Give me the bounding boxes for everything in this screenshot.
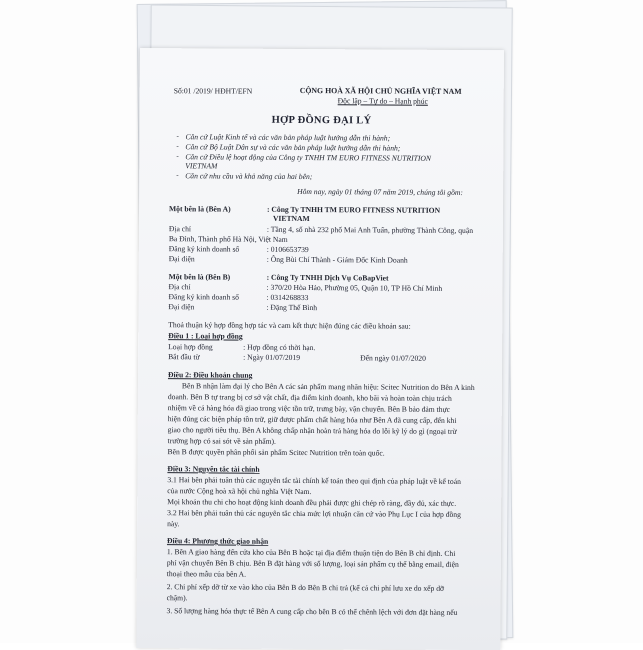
article-4-line: chậm). (166, 593, 188, 603)
contract-page (136, 48, 504, 650)
party-a-rep-label: Đại diện (168, 254, 195, 264)
party-b-rep-label: Đại diện (168, 302, 195, 312)
article-4-line: phí vận chuyển Bên B chịu. Bên B đặt hàng với số lượng, loại sản phẩm cụ thể bằng email, điện (166, 558, 459, 569)
party-a-address-label: Địa chỉ (168, 224, 192, 234)
bullet: - (176, 132, 179, 141)
article-4-line: 2. Chi phí xếp dỡ từ xe vào kho của Bên B do Bên B chi trả (kể cả chi phí lưu xe do xếp dỡ (166, 582, 445, 593)
article-4-line: 3. Số lượng hàng hóa thực tế Bên A cung cấp cho bên B có thể chênh lệch với đơn đặt hàng nếu (166, 606, 458, 617)
end-date: Đến ngày 01/07/2020 (360, 353, 426, 363)
article-4-title: Điều 4: Phương thức giao nhận (166, 536, 269, 546)
start-label: Bắt đầu từ (168, 352, 200, 362)
party-a-label: Một bên là (Bên A) (168, 204, 231, 214)
doc-number: Số:01 /2019/ HĐHT/EFN (173, 86, 253, 96)
article-3-line: của nước Cộng hoà xã hội chủ nghĩa Việt Nam. (167, 486, 312, 497)
party-b-name: : Công Ty TNHH Dịch Vụ CoBapViet (266, 272, 389, 283)
article-4-line: thoại theo mẫu của bên A. (166, 569, 247, 579)
article-3-line: 3.2 Hai bên phải tuân thủ các nguyên tắc chia mức lợi nhuận căn cứ vào Phụ Lục I của hợp đồng (167, 508, 461, 519)
party-b-address-label: Địa chỉ (168, 282, 191, 292)
article-2-line: nhiệm về cả hàng hóa đã giao trong việc tồn trữ, trưng bày, vận chuyển. Bên B bảo đảm thực (167, 403, 451, 414)
contract-title: HỢP ĐỒNG ĐẠI LÝ (271, 114, 372, 127)
article-2-line: trường hợp có sai sót về sản phẩm). (167, 436, 276, 446)
agreement-line: Thoả thuận ký hợp đồng hợp tác và cam kết thực hiện đúng các điều khoản sau: (168, 320, 411, 331)
legal-basis-1: Căn cứ Luật Kinh tế và các văn bản pháp luật hướng dẫn thi hành; (185, 132, 391, 143)
bullet: - (176, 142, 179, 151)
legal-basis-3: Căn cứ Điều lệ hoạt động của Công ty TNHH TM EURO FITNESS NUTRITION (185, 152, 432, 163)
article-2-title: Điều 2: Điều khoản chung (167, 370, 253, 380)
article-3-line: 3.1 Hai bên phải tuân thủ các nguyên tắc tài chính kế toán theo qui định của pháp luật về kế toán (167, 475, 461, 486)
article-3-title: Điều 3: Nguyên tắc tài chính (167, 464, 260, 474)
party-a-name-cont: VIETNAM (272, 213, 310, 224)
party-b-label: Một bên là (Bên B) (168, 272, 231, 282)
article-2-line: Bên B nhận làm đại lý cho Bên A các sản phẩm mang nhãn hiệu: Scitec Nutrition do Bên A kinh (181, 381, 475, 393)
article-2-line: hiện đúng các biện pháp tồn trữ, giữ được phẩm chất hàng hóa như Bên A đã cung cấp, đến khi (167, 414, 457, 425)
party-b-reg-label: Đăng ký kinh doanh số (168, 292, 239, 302)
party-a-rep: : Ông Bùi Chí Thành - Giám Đốc Kinh Doanh (266, 254, 408, 265)
date-line: Hôm nay, ngày 01 tháng 07 năm 2019, chúng tôi gồm: (297, 186, 463, 197)
party-a-name: : Công Ty TNHH TM EURO FITNESS NUTRITION (266, 204, 441, 215)
party-b-rep: : Đặng Thế Bình (266, 302, 318, 313)
article-3-line: này. (167, 519, 180, 529)
party-a-address-cont: Ba Đình, Thành phố Hà Nội, Việt Nam (168, 234, 288, 244)
start-date: : Ngày 01/07/2019 (243, 352, 301, 362)
legal-basis-4: Căn cứ nhu cầu và khả năng của hai bên; (185, 171, 313, 182)
legal-basis-2: Căn cứ Bộ Luật Dân sự và các văn bản pháp luật hướng dẫn thi hành; (185, 142, 401, 153)
republic-heading: CỘNG HOÀ XÃ HỘI CHỦ NGHĨA VIỆT NAM (299, 85, 462, 96)
party-a-reg: : 0106653739 (266, 244, 309, 255)
party-b-reg: : 0314268833 (266, 292, 309, 303)
article-4-line: 1. Bên A giao hàng đến cửa kho của Bên B hoặc tại địa điểm thuận tiện do Bên B chỉ định. Chi (166, 547, 456, 558)
party-a-reg-label: Đăng ký kinh doanh số (168, 244, 240, 254)
legal-basis-3-cont: VIETNAM (185, 161, 218, 171)
contract-type: : Hợp đồng có thời hạn. (243, 342, 316, 353)
article-1-title: Điều 1 : Loại hợp đồng (168, 331, 243, 341)
article-2-line: doanh. Bên B tự trang bị cơ sở vật chất, địa điểm kinh doanh, kho bãi và hoàn toàn chịu trách (167, 392, 452, 403)
bullet: - (176, 152, 179, 161)
article-2-line: Bên B được quyền phân phối sản phẩm Scitec Nutrition trên toàn quốc. (167, 447, 385, 458)
party-b-address: : 370/20 Hòa Hảo, Phường 05, Quận 10, TP Hồ Chí Minh (266, 282, 443, 293)
article-2-line: giao cho người tiêu thụ. Bên A không chấp nhận hoàn trả hàng hóa do lỗi kỹ lý do gì (ngoại trừ (167, 425, 457, 436)
bullet: - (176, 171, 179, 180)
motto: Độc lập – Tự do – Hạnh phúc (337, 96, 428, 106)
article-3-line: Mọi khoản thu chi cho hoạt động kinh doanh đều phải được ghi chép rõ ràng, đầy đủ, xác thực. (167, 497, 457, 508)
contract-type-label: Loại hợp đồng (168, 342, 213, 352)
party-a-address: : Tầng 4, số nhà 232 phố Mai Anh Tuấn, phường Thành Công, quận (266, 224, 474, 236)
